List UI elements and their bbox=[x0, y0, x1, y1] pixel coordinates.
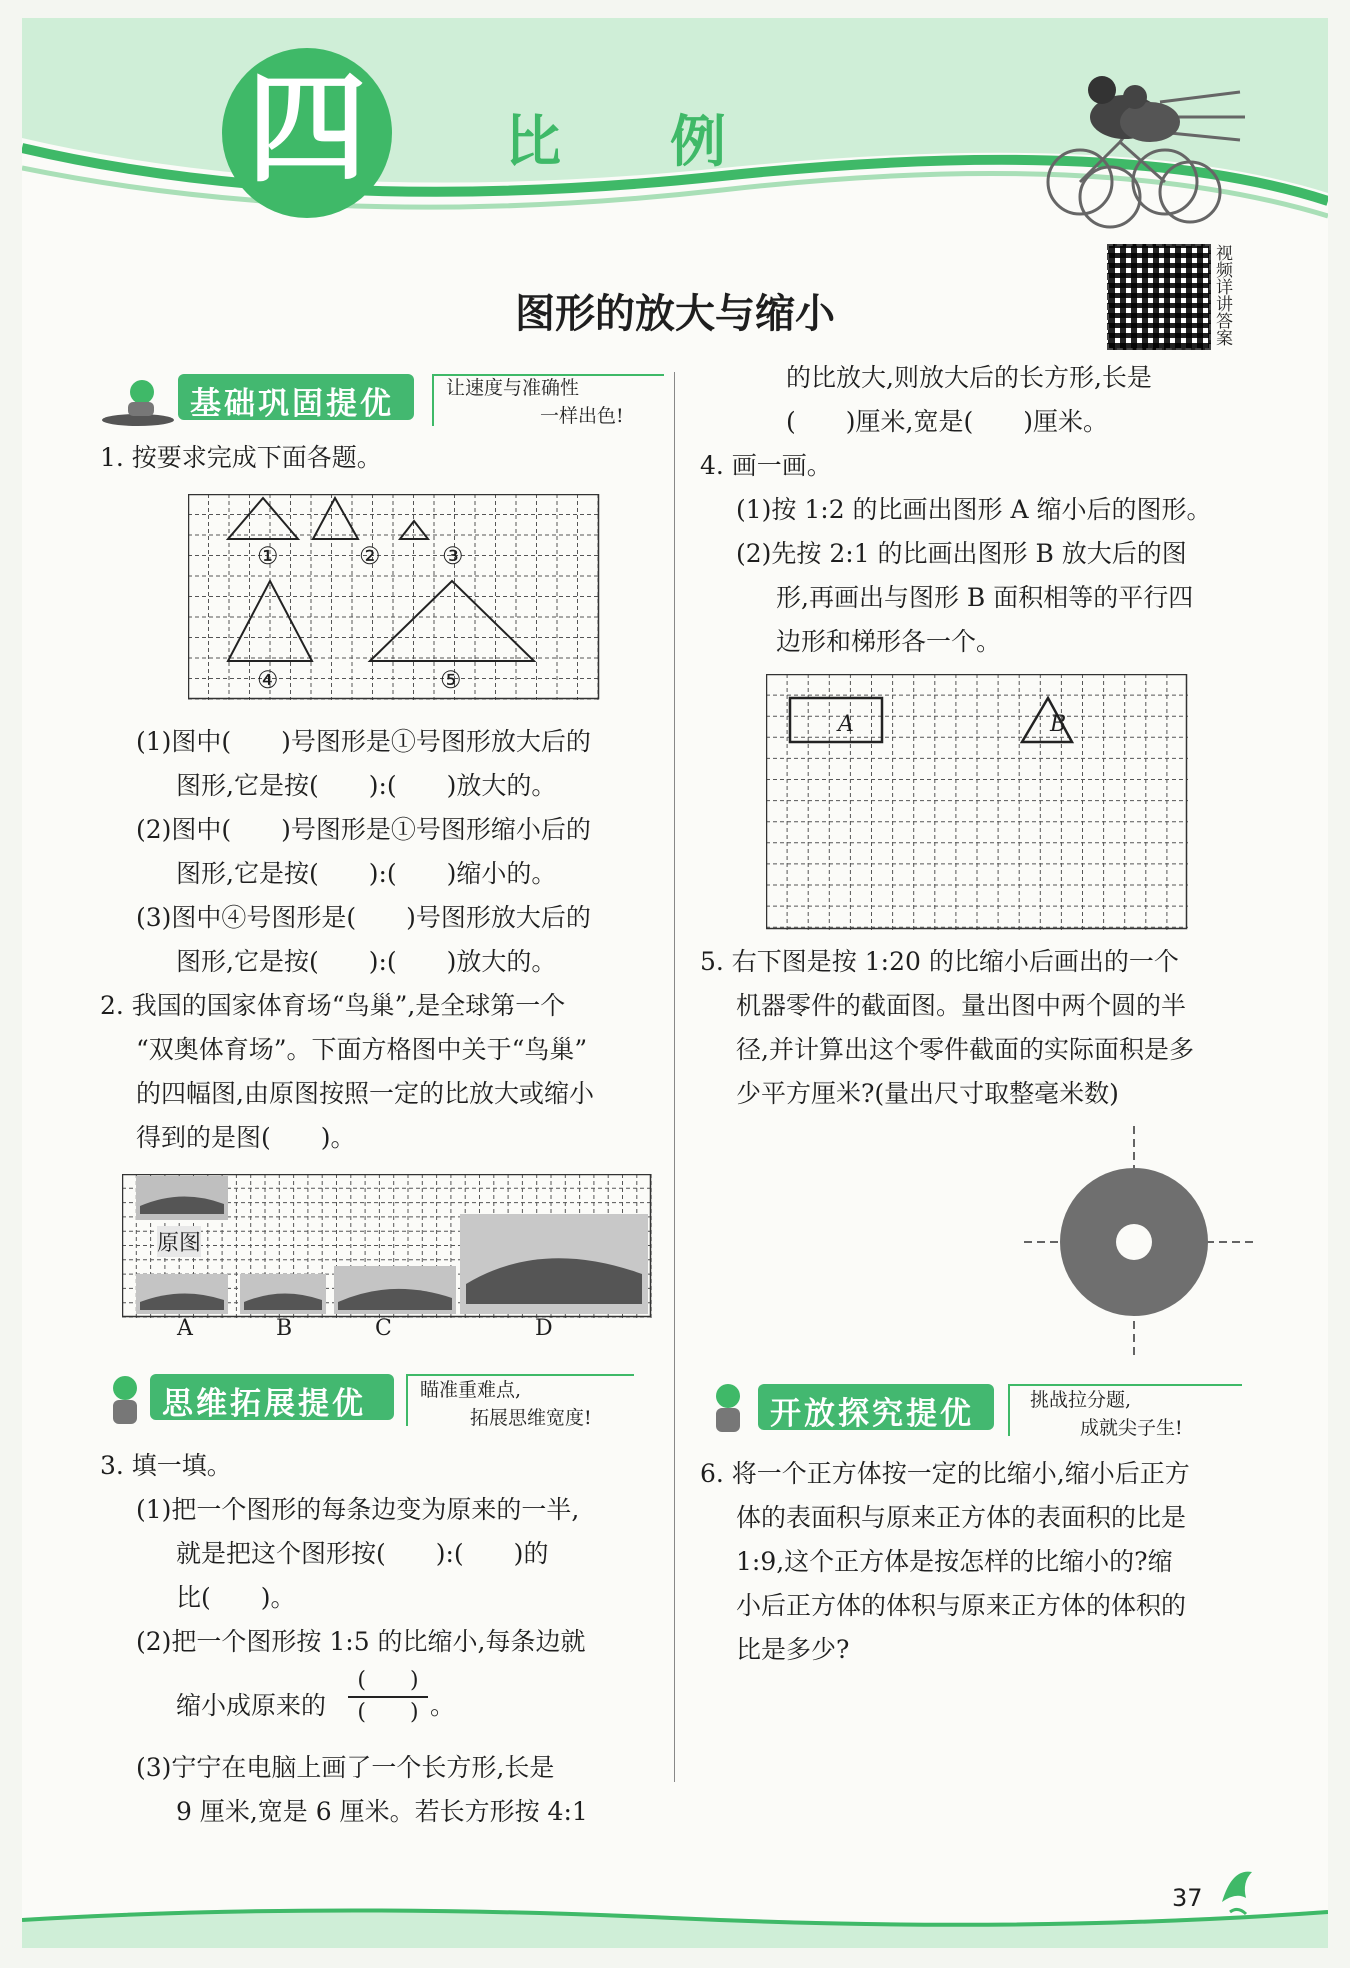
q5-ring-diagram bbox=[1024, 1126, 1256, 1358]
q3-part3-line4: ( )厘米,宽是( )厘米。 bbox=[786, 407, 1108, 436]
q2-choice-d: D bbox=[535, 1316, 553, 1341]
q2-original-label: 原图 bbox=[157, 1226, 201, 1257]
section-label-thinking: 思维拓展提优 bbox=[162, 1386, 366, 1422]
bird-nest-photo-b bbox=[240, 1274, 326, 1314]
q2-line1: 2. 我国的国家体育场“鸟巢”,是全球第一个 bbox=[100, 991, 566, 1020]
bird-nest-photo-c bbox=[334, 1266, 456, 1314]
q4-shape-a-label: A bbox=[838, 712, 854, 737]
q2-choice-b: B bbox=[276, 1316, 293, 1341]
mascot-explore-icon bbox=[700, 1380, 758, 1440]
q4-part2-line1: (2)先按 2:1 的比画出图形 B 放大后的图 bbox=[736, 539, 1187, 568]
q3-part3-line2: 9 厘米,宽是 6 厘米。若长方形按 4:1 bbox=[176, 1797, 588, 1826]
section-slogan-basic-1: 让速度与准确性 bbox=[446, 377, 580, 399]
section-slogan-open-2: 成就尖子生! bbox=[1080, 1417, 1183, 1439]
q5-line4: 少平方厘米?(量出尺寸取整毫米数) bbox=[736, 1079, 1119, 1108]
q6-line2: 体的表面积与原来正方体的表面积的比是 bbox=[736, 1503, 1187, 1532]
footer-wave bbox=[22, 1890, 1328, 1948]
q4-grid[interactable] bbox=[766, 674, 1188, 930]
q3-part3-line1: (3)宁宁在电脑上画了一个长方形,长是 bbox=[136, 1753, 555, 1782]
lesson-title: 图形的放大与缩小 bbox=[515, 291, 835, 337]
q1-part3-line1: (3)图中④号图形是( )号图形放大后的 bbox=[136, 903, 591, 932]
q2-grid bbox=[122, 1174, 652, 1318]
q1-part3-line2: 图形,它是按( ):( )放大的。 bbox=[176, 947, 557, 976]
q1-part1-line1: (1)图中( )号图形是①号图形放大后的 bbox=[136, 727, 591, 756]
q1-grid bbox=[188, 494, 600, 700]
section-slogan-open-1: 挑战拉分题, bbox=[1030, 1389, 1132, 1411]
section-label-basic: 基础巩固提优 bbox=[190, 386, 394, 422]
bird-nest-photo-original bbox=[136, 1176, 228, 1220]
q3-part3-line3: 的比放大,则放大后的长方形,长是 bbox=[786, 363, 1152, 392]
mascot-skateboard-icon bbox=[98, 372, 178, 428]
q1-label-4: ④ bbox=[257, 666, 279, 694]
q1-stem: 1. 按要求完成下面各题。 bbox=[100, 443, 382, 472]
cyclist-illustration bbox=[1040, 62, 1250, 232]
q1-label-2: ② bbox=[359, 542, 381, 570]
bird-nest-photo-a bbox=[136, 1274, 228, 1314]
q4-rectangle-a bbox=[790, 698, 882, 742]
q3-fraction-period: 。 bbox=[430, 1691, 456, 1720]
q2-choice-c: C bbox=[375, 1316, 392, 1341]
section-slogan-thinking-2: 拓展思维宽度! bbox=[470, 1407, 592, 1429]
mascot-thinking-icon bbox=[100, 1372, 150, 1432]
q4-stem: 4. 画一画。 bbox=[700, 451, 832, 480]
q5-line1: 5. 右下图是按 1:20 的比缩小后画出的一个 bbox=[700, 947, 1179, 976]
qr-caption: 视频详讲答案 bbox=[1216, 244, 1233, 349]
q5-line2: 机器零件的截面图。量出图中两个圆的半 bbox=[736, 991, 1187, 1020]
q3-fraction-numerator: ( ) bbox=[357, 1668, 419, 1693]
q1-label-1: ① bbox=[257, 542, 279, 570]
q1-part1-line2: 图形,它是按( ):( )放大的。 bbox=[176, 771, 557, 800]
q4-part1: (1)按 1:2 的比画出图形 A 缩小后的图形。 bbox=[736, 495, 1212, 524]
q6-line1: 6. 将一个正方体按一定的比缩小,缩小后正方 bbox=[700, 1459, 1190, 1488]
q4-shape-b-label: B bbox=[1050, 712, 1067, 737]
q1-part2-line1: (2)图中( )号图形是①号图形缩小后的 bbox=[136, 815, 591, 844]
bird-nest-photo-d bbox=[460, 1214, 648, 1314]
q2-line3: 的四幅图,由原图按照一定的比放大或缩小 bbox=[136, 1079, 594, 1108]
q6-line5: 比是多少? bbox=[736, 1635, 850, 1664]
q3-fraction-denominator: ( ) bbox=[357, 1700, 419, 1725]
column-divider bbox=[674, 372, 675, 1782]
q1-part2-line2: 图形,它是按( ):( )缩小的。 bbox=[176, 859, 557, 888]
q1-label-5: ⑤ bbox=[440, 666, 462, 694]
page-number: 37 bbox=[1172, 1884, 1203, 1912]
q2-line4: 得到的是图( )。 bbox=[136, 1123, 356, 1152]
q2-choice-a: A bbox=[177, 1316, 193, 1341]
q3-fraction bbox=[348, 1666, 428, 1728]
dolphin-icon bbox=[1212, 1862, 1262, 1922]
q3-part1-line1: (1)把一个图形的每条边变为原来的一半, bbox=[136, 1495, 580, 1524]
q3-part1-line2: 就是把这个图形按( ):( )的 bbox=[176, 1539, 549, 1568]
q2-line2: “双奥体育场”。下面方格图中关于“鸟巢” bbox=[136, 1035, 588, 1064]
chapter-numeral: 四 bbox=[247, 60, 367, 199]
q3-part1-line3: 比( )。 bbox=[176, 1583, 296, 1612]
q4-part2-line2: 形,再画出与图形 B 面积相等的平行四 bbox=[776, 583, 1194, 612]
q1-label-3: ③ bbox=[442, 542, 464, 570]
chapter-title-char-2: 例 bbox=[670, 110, 726, 175]
q5-line3: 径,并计算出这个零件截面的实际面积是多 bbox=[736, 1035, 1194, 1064]
q6-line3: 1:9,这个正方体是按怎样的比缩小的?缩 bbox=[736, 1547, 1173, 1576]
q3-part2-line2: 缩小成原来的 bbox=[176, 1691, 327, 1720]
q6-line4: 小后正方体的体积与原来正方体的体积的 bbox=[736, 1591, 1187, 1620]
q4-part2-line3: 边形和梯形各一个。 bbox=[776, 627, 1002, 656]
section-slogan-thinking-1: 瞄准重难点, bbox=[420, 1379, 522, 1401]
q3-part2-line1: (2)把一个图形按 1:5 的比缩小,每条边就 bbox=[136, 1627, 586, 1656]
q3-stem: 3. 填一填。 bbox=[100, 1451, 232, 1480]
section-label-open: 开放探究提优 bbox=[770, 1396, 974, 1432]
section-slogan-basic-2: 一样出色! bbox=[540, 405, 624, 427]
chapter-title-char-1: 比 bbox=[505, 110, 561, 175]
